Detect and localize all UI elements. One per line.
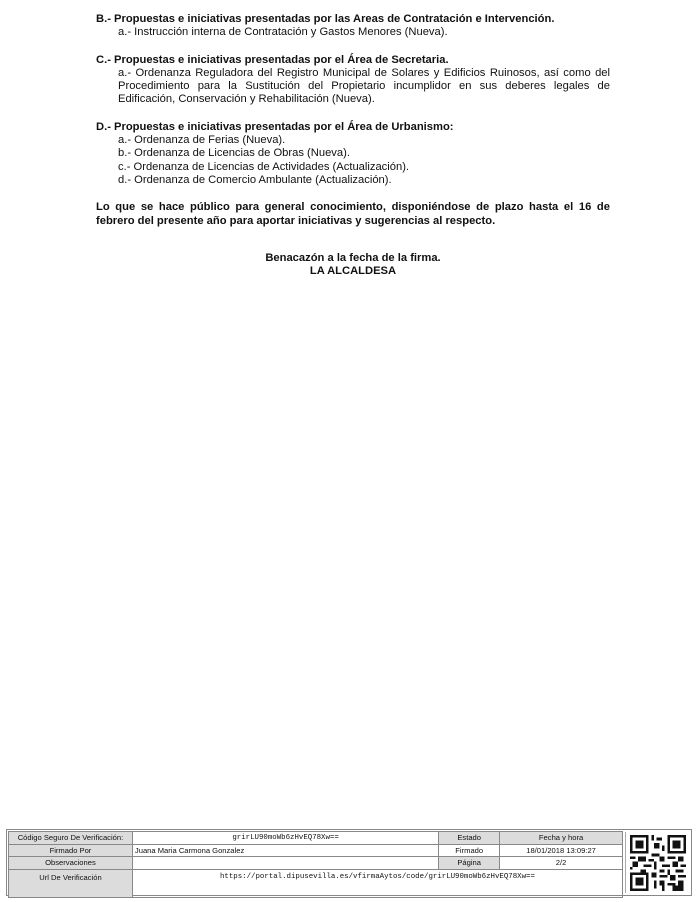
observaciones-value [132,857,438,870]
csv-value: grirLU90moWb6zHvEQ78Xw== [132,832,438,845]
closing-paragraph: Lo que se hace público para general conocimiento, disponiéndose de plazo hasta el 16 de febrero del presente año para aportar iniciativas y sugerencias al respecto. [96,201,610,227]
csv-label: Código Seguro De Verificación: [9,832,133,845]
list-item: a.- Instrucción interna de Contratación y Gastos Menores (Nueva). [118,26,448,39]
document-body [96,13,610,278]
section-d [96,121,610,187]
verification-box [6,829,692,896]
list-item: a.- Ordenanza Reguladora del Registro Municipal de Solares y Edificios Ruinosos, así como del Procedimiento para la Sustitución del Propietario incumplidor en sus deberes legales de Edificación, Conservación y Rehabilitación (Nueva). [118,66,610,106]
fecha-value: 18/01/2018 13:09:27 [500,844,623,857]
section-title: D.- Propuestas e iniciativas presentadas por el Área de Urbanismo: [96,120,454,133]
list-item: d.- Ordenanza de Comercio Ambulante (Actualización). [118,173,392,186]
list-item: c.- Ordenanza de Licencias de Actividades (Actualización). [118,160,410,173]
verification-table [8,831,623,898]
section-c [96,54,610,107]
list-item: a.- Ordenanza de Ferias (Nueva). [118,134,286,147]
pagina-label: Página [439,857,500,870]
section-title: B.- Propuestas e iniciativas presentadas por las Areas de Contratación e Intervención. [96,13,555,25]
section-b [96,13,610,40]
pagina-value: 2/2 [500,857,623,870]
fecha-label: Fecha y hora [500,832,623,845]
estado-value: Firmado [439,844,500,857]
url-label: Url De Verificación [9,869,133,897]
signature-role: LA ALCALDESA [309,265,397,278]
firmado-por-value: Juana Maria Carmona Gonzalez [132,844,438,857]
list-item: b.- Ordenanza de Licencias de Obras (Nueva). [118,147,350,160]
firmado-por-label: Firmado Por [9,844,133,857]
estado-label: Estado [439,832,500,845]
signature-place-date: Benacazón a la fecha de la firma. [265,251,441,264]
qr-code-icon [625,832,689,893]
section-title: C.- Propuestas e iniciativas presentadas por el Área de Secretaria. [96,53,449,66]
observaciones-label: Observaciones [9,857,133,870]
url-value[interactable]: https://portal.dipusevilla.es/vfirmaAytos/code/grirLU90moWb6zHvEQ78Xw== [132,869,622,897]
